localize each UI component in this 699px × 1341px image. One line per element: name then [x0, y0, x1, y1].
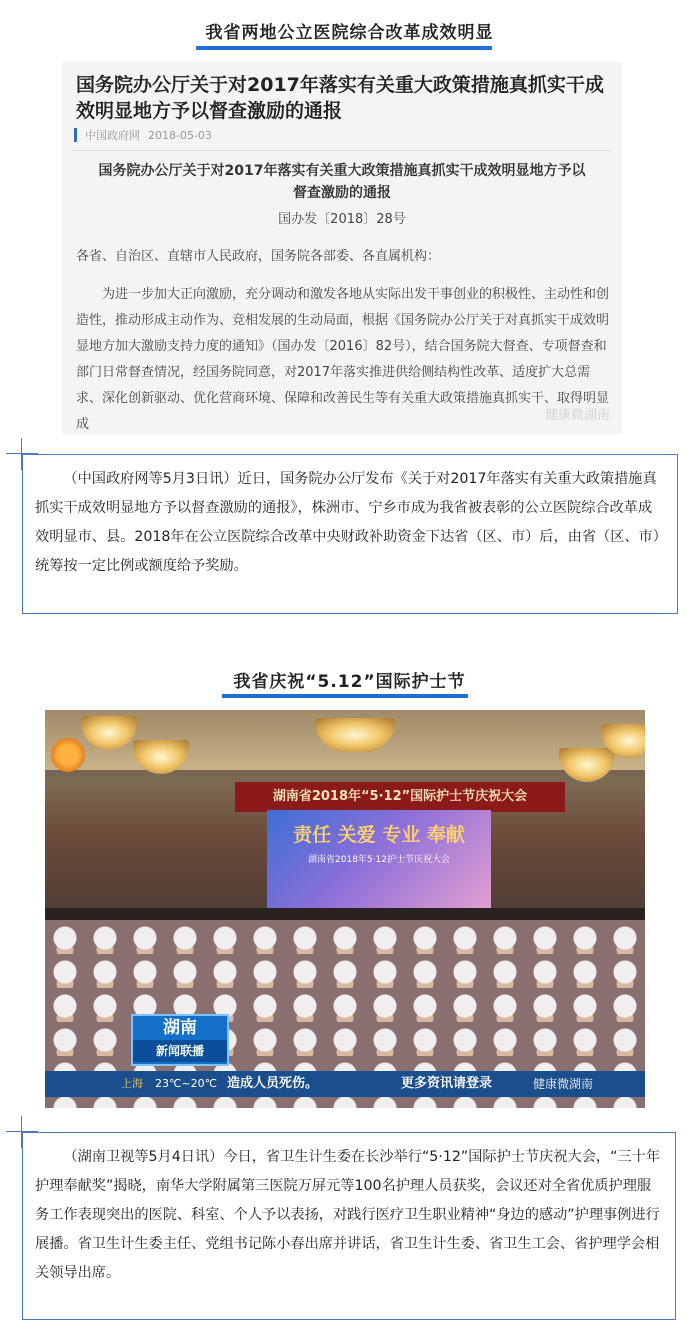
- stage-screen: [267, 810, 491, 910]
- doc-divider: [72, 150, 612, 151]
- section1-title-underline: [196, 46, 492, 50]
- screen-slogan: 责任 关爱 专业 奉献: [293, 824, 465, 846]
- chandelier-icon: [559, 748, 615, 782]
- ticker-watermark: 健康微湖南: [533, 1077, 594, 1091]
- section2-title: 我省庆祝“5.12”国际护士节: [233, 672, 466, 692]
- section2-paragraph-box: [22, 1132, 676, 1320]
- section1-paragraph: （中国政府网等5月3日讯）近日，国务院办公厅发布《关于对2017年落实有关重大政策措施真抓实干成效明显地方予以督查激励的通报》，株洲市、宁乡市成为我省被表彰的公立医院综合改革成效明显市、县。2018年在公立医院综合改革中央财政补助资金下达省（区、市）后，由省（区、市）统筹按一定比例或额度给予奖励。: [35, 471, 660, 574]
- section2-paragraph: （湖南卫视等5月4日讯）今日，省卫生计生委在长沙举行“5·12”国际护士节庆祝大会，“三十年护理奉献奖”揭晓，南华大学附属第三医院万屏元等100名护理人员获奖，会议还对全省优质护理服务工作表现突出的医院、科室、个人予以表扬，对践行医疗卫生职业精神“身边的感动”护理事例进行展播。省卫生计生委主任、党组书记陈小春出席并讲话，省卫生计生委、省卫生工会、省护理学会相关领导出席。: [35, 1149, 661, 1281]
- doc-center-title-2: 督查激励的通报: [293, 185, 391, 201]
- ticker-city: 上海: [121, 1077, 143, 1090]
- section1-title: 我省两地公立医院综合改革成效明显: [205, 23, 494, 43]
- tv-channel-logo-icon: [51, 738, 85, 772]
- doc-watermark: 健康微湖南: [544, 408, 610, 423]
- screen-subtitle: 湖南省2018年5·12护士节庆祝大会: [308, 855, 450, 865]
- doc-body: 为进一步加大正向激励，充分调动和激发各地从实际出发干事创业的积极性、主动性和创造性，推动形成主动作为、竞相发展的生动局面，根据《国务院办公厅关于对真抓实干成效明显地方加大激励支持力度的通知》（国办发〔2016〕82号），结合国务院大督查、专项督查和部门日常督查情况，经国务院同意，对2017年落实推进供给侧结构性改革、适度扩大总需求、深化创新驱动、优化营商环境、保障和改善民生等有关重大政策措施真抓实干、取得明显成: [76, 287, 610, 432]
- meta-bar: [74, 128, 77, 142]
- ticker-text-right: 更多资讯请登录: [401, 1076, 493, 1091]
- badge-line2: 新闻联播: [133, 1040, 227, 1062]
- doc-center-title-1: 国务院办公厅关于对2017年落实有关重大政策措施真抓实干成效明显地方予以: [98, 163, 586, 179]
- news-program-badge: [131, 1014, 229, 1066]
- news-ticker: [45, 1071, 645, 1097]
- ticker-text-left: 造成人员死伤。: [227, 1076, 319, 1091]
- doc-headline: 国务院办公厅关于对2017年落实有关重大政策措施真抓实干成效明显地方予以督查激励的通报: [76, 74, 604, 122]
- ticker-temperature: 23℃~20℃: [155, 1077, 217, 1090]
- doc-meta: [74, 127, 212, 143]
- doc-source: 中国政府网: [85, 129, 140, 142]
- doc-salutation: 各省、自治区、直辖市人民政府，国务院各部委、各直属机构：: [76, 249, 441, 264]
- badge-line1: 湖南: [163, 1018, 197, 1038]
- conference-banner: 湖南省2018年“5·12”国际护士节庆祝大会: [235, 782, 565, 812]
- news-video-frame: [45, 710, 645, 1108]
- document-screenshot: [62, 62, 622, 434]
- doc-number: 国办发〔2018〕28号: [278, 212, 406, 227]
- doc-date: 2018-05-03: [148, 128, 212, 142]
- section1-paragraph-box: [22, 454, 678, 614]
- section2-title-underline: [222, 694, 468, 698]
